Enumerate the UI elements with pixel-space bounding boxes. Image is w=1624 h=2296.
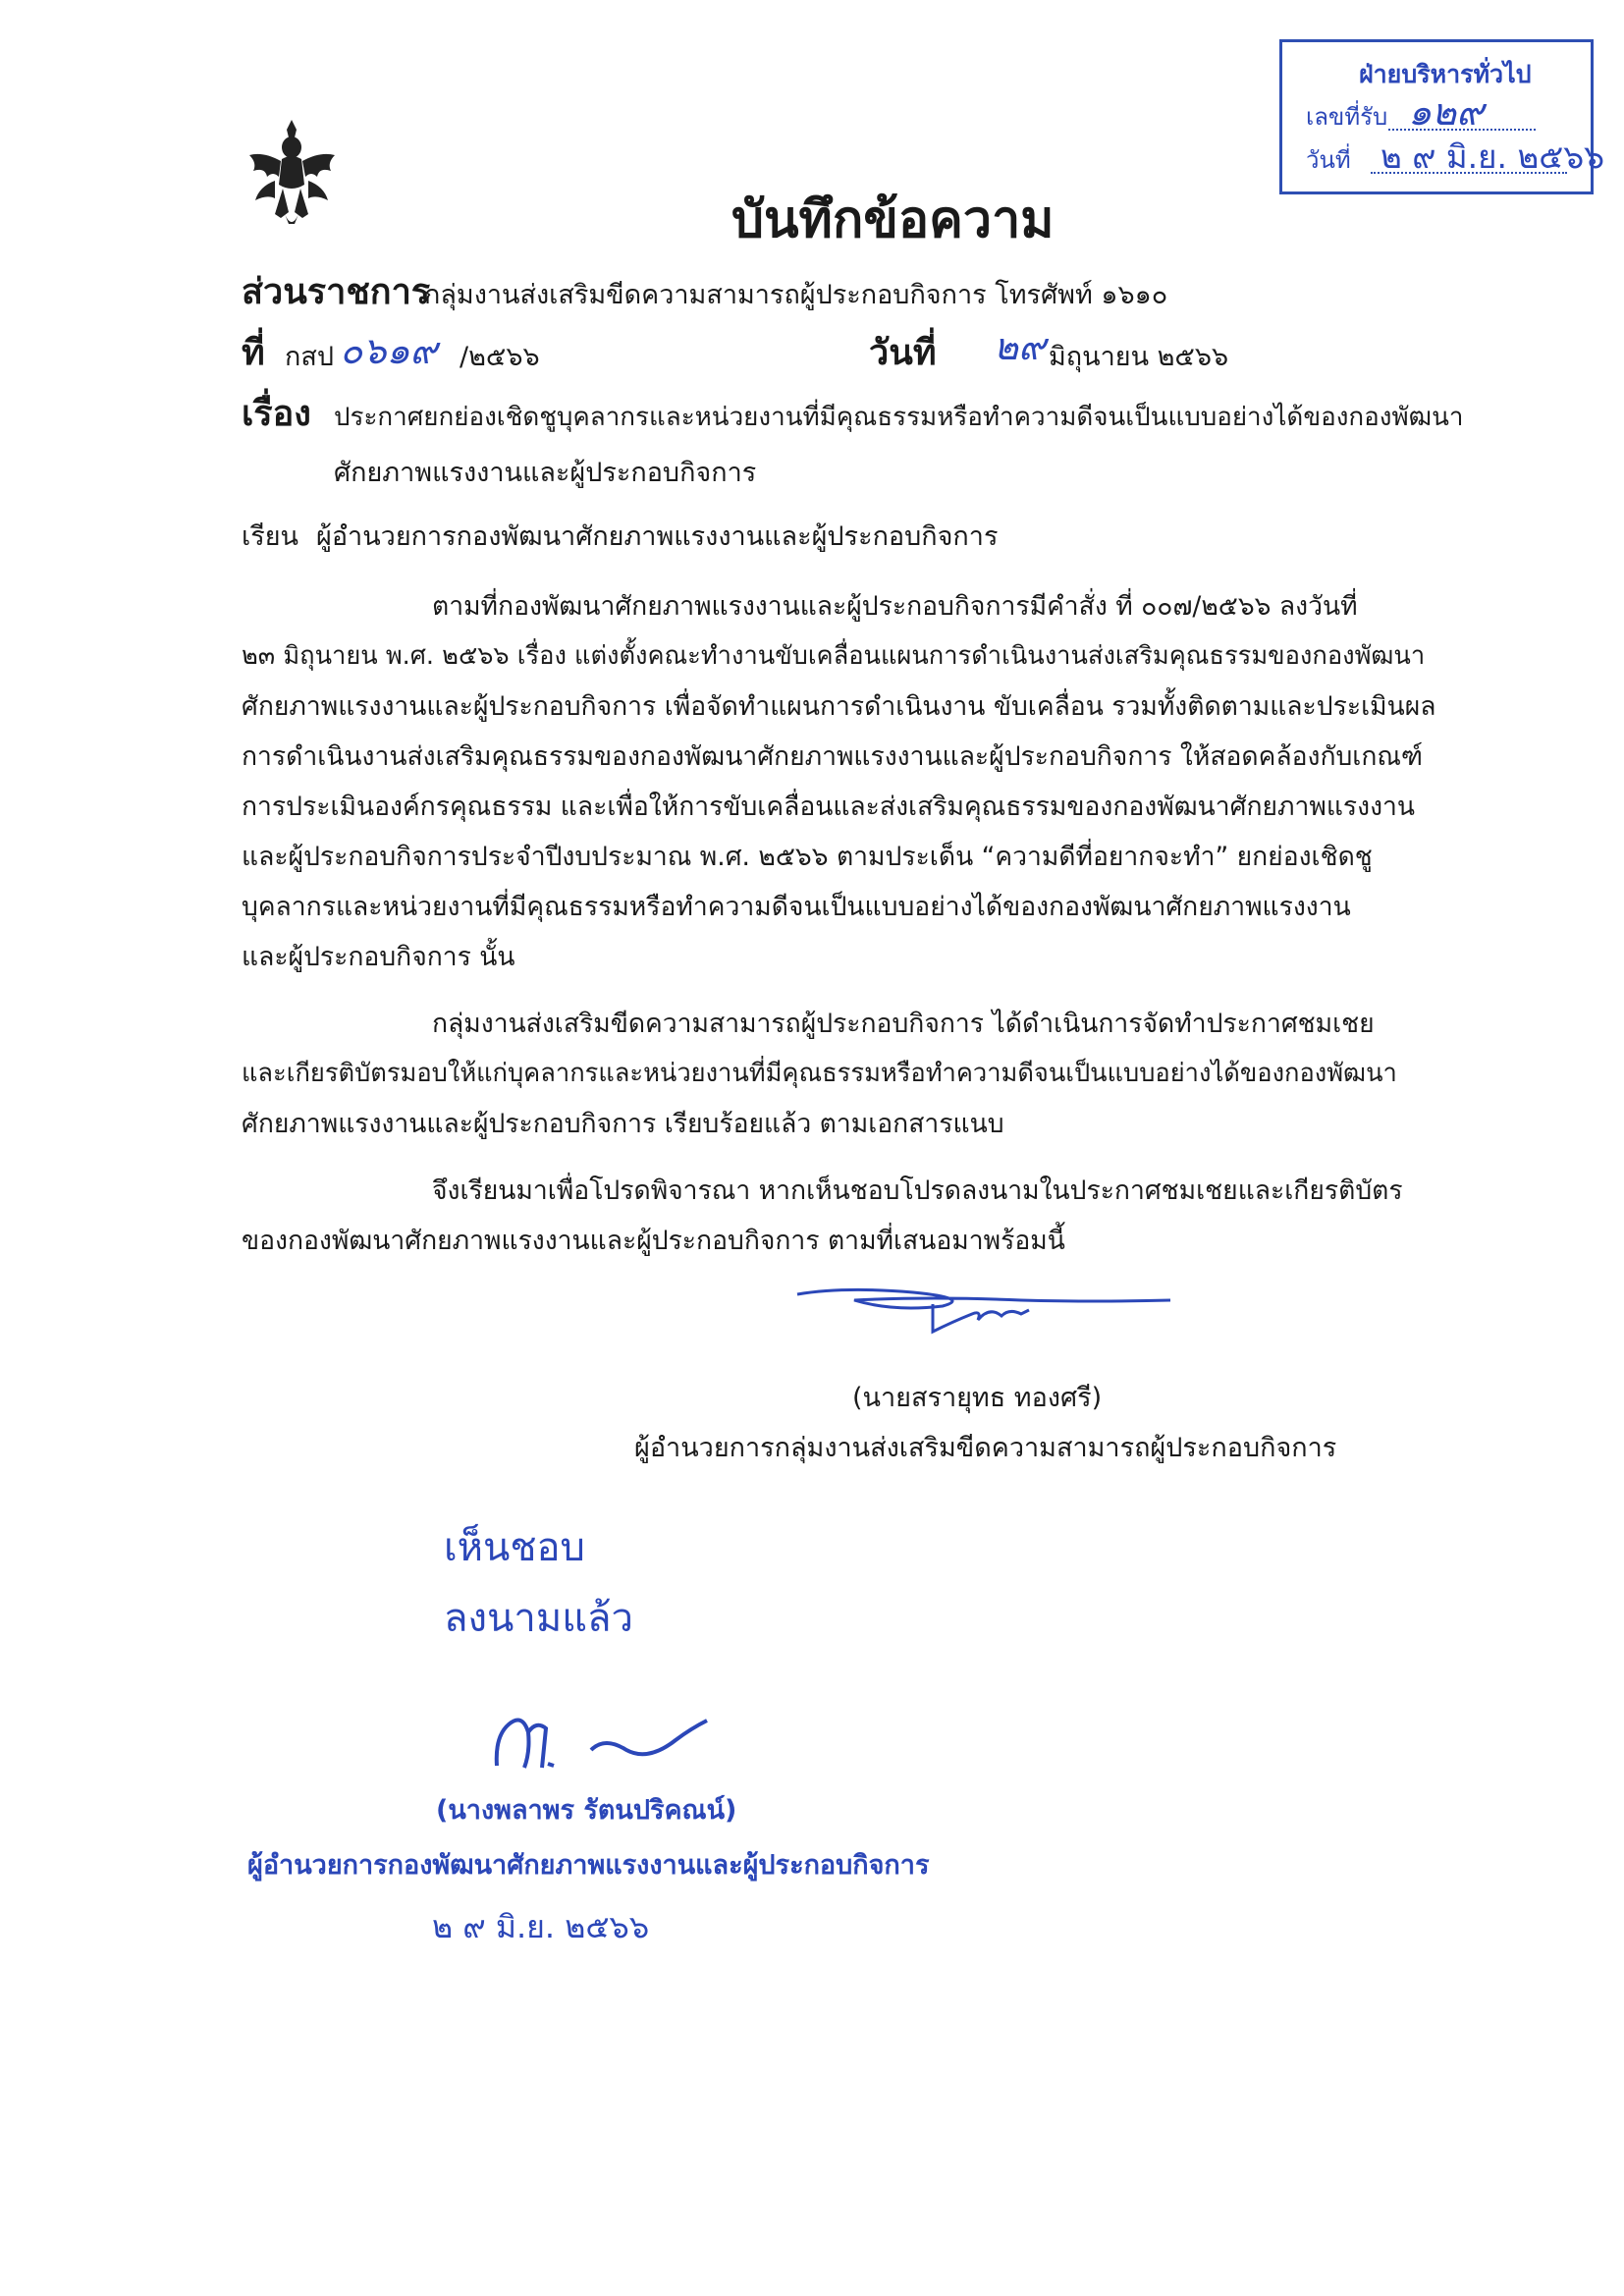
- date-day: ๒๙: [994, 325, 1046, 368]
- para1-line: ศักยภาพแรงงานและผู้ประกอบกิจการ เพื่อจัดทำแผนการดำเนินงาน ขับเคลื่อน รวมทั้งติดตามและประเมินผล: [242, 691, 1436, 722]
- stamp-receipt-no: ๑๒๙: [1408, 90, 1485, 134]
- memo-title: บันทึกข้อความ: [731, 191, 1055, 249]
- date-label: วันที่: [869, 333, 937, 373]
- para1-line: การประเมินองค์กรคุณธรรม และเพื่อให้การขับเคลื่อนและส่งเสริมคุณธรรมของกองพัฒนาศักยภาพแรงงาน: [242, 792, 1416, 822]
- para2-line: และเกียรติบัตรมอบให้แก่บุคลากรและหน่วยงานที่มีคุณธรรมหรือทำความดีจนเป็นแบบอย่างได้ของกองพัฒนา: [242, 1059, 1397, 1088]
- para1-line: การดำเนินงานส่งเสริมคุณธรรมของกองพัฒนาศักยภาพแรงงานและผู้ประกอบกิจการ ให้สอดคล้องกับเกณฑ์: [242, 741, 1423, 772]
- para3-line: จึงเรียนมาเพื่อโปรดพิจารณา หากเห็นชอบโปรดลงนามในประกาศชมเชยและเกียรติบัตร: [432, 1175, 1403, 1206]
- para2-line: ศักยภาพแรงงานและผู้ประกอบกิจการ เรียบร้อยแล้ว ตามเอกสารแนบ: [242, 1109, 1004, 1139]
- stamp-receipt-label: เลขที่รับ: [1306, 103, 1388, 131]
- para1-line: ตามที่กองพัฒนาศักยภาพแรงงานและผู้ประกอบกิจการมีคำสั่ง ที่ ๐๐๗/๒๕๖๖ ลงวันที่: [432, 591, 1358, 622]
- approver-name: (นางพลาพร รัตนปริคณน์): [436, 1795, 737, 1826]
- para2-line: กลุ่มงานส่งเสริมขีดความสามารถผู้ประกอบกิจการ ได้ดำเนินการจัดทำประกาศชมเชย: [432, 1009, 1375, 1039]
- para1-line: และผู้ประกอบกิจการประจำปีงบประมาณ พ.ศ. ๒๕๖๖ ตามประเด็น “ความดีที่อยากจะทำ” ยกย่องเชิดชู: [242, 842, 1373, 872]
- approval-line-1: เห็นชอบ: [444, 1525, 585, 1570]
- to-value: ผู้อำนวยการกองพัฒนาศักยภาพแรงงานและผู้ประกอบกิจการ: [316, 521, 999, 552]
- approver-position: ผู้อำนวยการกองพัฒนาศักยภาพแรงงานและผู้ประกอบกิจการ: [247, 1850, 930, 1881]
- receiving-stamp: [1279, 39, 1605, 194]
- approval-line-2: ลงนามแล้ว: [444, 1596, 633, 1641]
- agency-value: กลุ่มงานส่งเสริมขีดความสามารถผู้ประกอบกิจการ โทรศัพท์ ๑๖๑๐: [424, 280, 1168, 310]
- subject-label: เรื่อง: [242, 394, 311, 434]
- signer1-position: ผู้อำนวยการกลุ่มงานส่งเสริมขีดความสามารถผู้ประกอบกิจการ: [634, 1433, 1337, 1463]
- ref-label: ที่: [242, 333, 265, 373]
- date-rest: มิถุนายน ๒๕๖๖: [1049, 342, 1229, 372]
- subject-line-1: ประกาศยกย่องเชิดชูบุคลากรและหน่วยงานที่มีคุณธรรมหรือทำความดีจนเป็นแบบอย่างได้ของกองพัฒนา: [334, 403, 1464, 432]
- stamp-date-value: ๒ ๙ มิ.ย. ๒๕๖๖: [1380, 137, 1605, 176]
- para1-line: บุคลากรและหน่วยงานที่มีคุณธรรมหรือทำความดีจนเป็นแบบอย่างได้ของกองพัฒนาศักยภาพแรงงาน: [242, 892, 1351, 922]
- signer1-name: (นายสรายุทธ ทองศรี): [852, 1383, 1103, 1413]
- approval-date: ๒ ๙ มิ.ย. ๒๕๖๖: [432, 1908, 650, 1945]
- para3-line: ของกองพัฒนาศักยภาพแรงงานและผู้ประกอบกิจการ ตามที่เสนอมาพร้อมนี้: [242, 1226, 1065, 1256]
- agency-label: ส่วนราชการ: [242, 272, 431, 312]
- signature-1: [785, 1277, 1178, 1355]
- ref-prefix: กสป: [285, 342, 334, 372]
- para1-line: และผู้ประกอบกิจการ นั้น: [242, 942, 515, 972]
- to-label: เรียน: [242, 521, 299, 552]
- para1-line: ๒๓ มิถุนายน พ.ศ. ๒๕๖๖ เรื่อง แต่งตั้งคณะทำงานขับเคลื่อนแผนการดำเนินงานส่งเสริมคุณธรรมของกองพัฒนา: [242, 641, 1426, 671]
- subject-line-2: ศักยภาพแรงงานและผู้ประกอบกิจการ: [334, 458, 757, 488]
- signature-2: [489, 1707, 725, 1776]
- ref-number: ๐๖๑๙: [340, 329, 438, 372]
- garuda-emblem-icon: [245, 116, 339, 232]
- stamp-dept: ฝ่ายบริหารทั่วไป: [1359, 60, 1532, 88]
- ref-year: /๒๕๖๖: [460, 342, 540, 372]
- stamp-date-label: วันที่: [1306, 146, 1351, 174]
